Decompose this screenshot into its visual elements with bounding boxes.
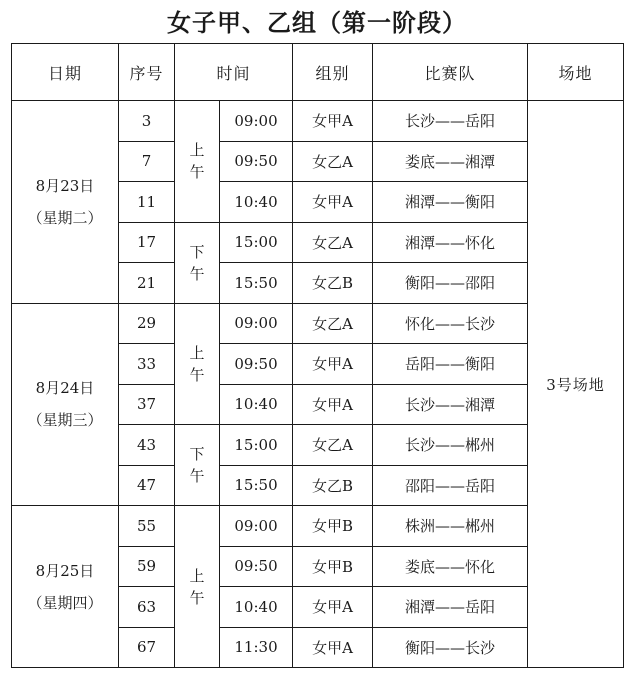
group-cell: 女甲A xyxy=(293,101,373,142)
header-match: 比赛队 xyxy=(373,44,528,101)
weekday-text: （星期二） xyxy=(27,208,103,227)
period-char: 午 xyxy=(189,467,205,485)
no-cell: 47 xyxy=(119,465,175,506)
header-time: 时间 xyxy=(175,44,293,101)
no-cell: 11 xyxy=(119,182,175,223)
no-cell: 17 xyxy=(119,222,175,263)
match-cell: 株洲——郴州 xyxy=(373,506,528,547)
weekday-text: （星期四） xyxy=(27,593,103,612)
period-char: 上 xyxy=(189,566,205,585)
group-cell: 女乙B xyxy=(293,465,373,506)
period-cell-am xyxy=(175,506,220,668)
period-char: 午 xyxy=(189,588,205,607)
match-cell: 湘潭——岳阳 xyxy=(373,587,528,628)
period-char: 下 xyxy=(189,445,205,463)
match-cell: 衡阳——长沙 xyxy=(373,627,528,668)
match-cell: 邵阳——岳阳 xyxy=(373,465,528,506)
no-cell: 55 xyxy=(119,506,175,547)
date-text: 8月23日 xyxy=(35,176,95,195)
group-cell: 女乙A xyxy=(293,303,373,344)
date-cell xyxy=(12,506,119,668)
group-cell: 女甲A xyxy=(293,627,373,668)
page-title: 女子甲、乙组（第一阶段） xyxy=(167,9,467,37)
group-cell: 女乙B xyxy=(293,263,373,304)
time-cell: 15:50 xyxy=(220,465,293,506)
group-cell: 女甲A xyxy=(293,344,373,385)
date-cell xyxy=(12,101,119,304)
period-cell-am xyxy=(175,303,220,425)
group-cell: 女甲A xyxy=(293,384,373,425)
time-cell: 10:40 xyxy=(220,587,293,628)
time-cell: 15:00 xyxy=(220,222,293,263)
header-date: 日期 xyxy=(12,44,119,101)
header-no: 序号 xyxy=(119,44,175,101)
match-cell: 怀化——长沙 xyxy=(373,303,528,344)
date-text: 8月24日 xyxy=(35,379,95,398)
group-cell: 女甲B xyxy=(293,546,373,587)
match-cell: 衡阳——邵阳 xyxy=(373,263,528,304)
period-char: 上 xyxy=(189,343,205,362)
no-cell: 67 xyxy=(119,627,175,668)
group-cell: 女甲B xyxy=(293,506,373,547)
time-cell: 09:50 xyxy=(220,141,293,182)
group-cell: 女乙A xyxy=(293,141,373,182)
match-cell: 湘潭——衡阳 xyxy=(373,182,528,223)
group-cell: 女乙A xyxy=(293,425,373,466)
time-cell: 09:00 xyxy=(220,101,293,142)
no-cell: 29 xyxy=(119,303,175,344)
period-char: 下 xyxy=(189,242,205,261)
time-cell: 09:50 xyxy=(220,344,293,385)
match-cell: 娄底——怀化 xyxy=(373,546,528,587)
period-char: 上 xyxy=(189,141,205,160)
time-cell: 11:30 xyxy=(220,627,293,668)
period-char: 午 xyxy=(189,365,205,384)
no-cell: 59 xyxy=(119,546,175,587)
no-cell: 3 xyxy=(119,101,175,142)
no-cell: 33 xyxy=(119,344,175,385)
match-cell: 岳阳——衡阳 xyxy=(373,344,528,385)
match-cell: 长沙——岳阳 xyxy=(373,101,528,142)
group-cell: 女甲A xyxy=(293,587,373,628)
time-cell: 09:50 xyxy=(220,546,293,587)
match-cell: 长沙——湘潭 xyxy=(373,384,528,425)
period-cell-pm xyxy=(175,425,220,506)
no-cell: 21 xyxy=(119,263,175,304)
no-cell: 7 xyxy=(119,141,175,182)
table-row xyxy=(12,101,624,142)
header-row xyxy=(12,44,624,101)
period-cell-pm xyxy=(175,222,220,303)
venue-cell: 3号场地 xyxy=(528,101,624,668)
period-char: 午 xyxy=(189,264,205,283)
time-cell: 15:00 xyxy=(220,425,293,466)
time-cell: 10:40 xyxy=(220,384,293,425)
match-cell: 长沙——郴州 xyxy=(373,425,528,466)
time-cell: 09:00 xyxy=(220,506,293,547)
header-venue: 场地 xyxy=(528,44,624,101)
schedule-table xyxy=(11,43,624,668)
time-cell: 09:00 xyxy=(220,303,293,344)
no-cell: 63 xyxy=(119,587,175,628)
weekday-text: （星期三） xyxy=(27,411,103,430)
no-cell: 43 xyxy=(119,425,175,466)
time-cell: 10:40 xyxy=(220,182,293,223)
date-cell xyxy=(12,303,119,506)
header-group: 组别 xyxy=(293,44,373,101)
period-cell-am xyxy=(175,101,220,223)
period-char: 午 xyxy=(189,163,205,182)
match-cell: 湘潭——怀化 xyxy=(373,222,528,263)
date-text: 8月25日 xyxy=(35,561,95,580)
match-cell: 娄底——湘潭 xyxy=(373,141,528,182)
time-cell: 15:50 xyxy=(220,263,293,304)
group-cell: 女甲A xyxy=(293,182,373,223)
no-cell: 37 xyxy=(119,384,175,425)
group-cell: 女乙A xyxy=(293,222,373,263)
